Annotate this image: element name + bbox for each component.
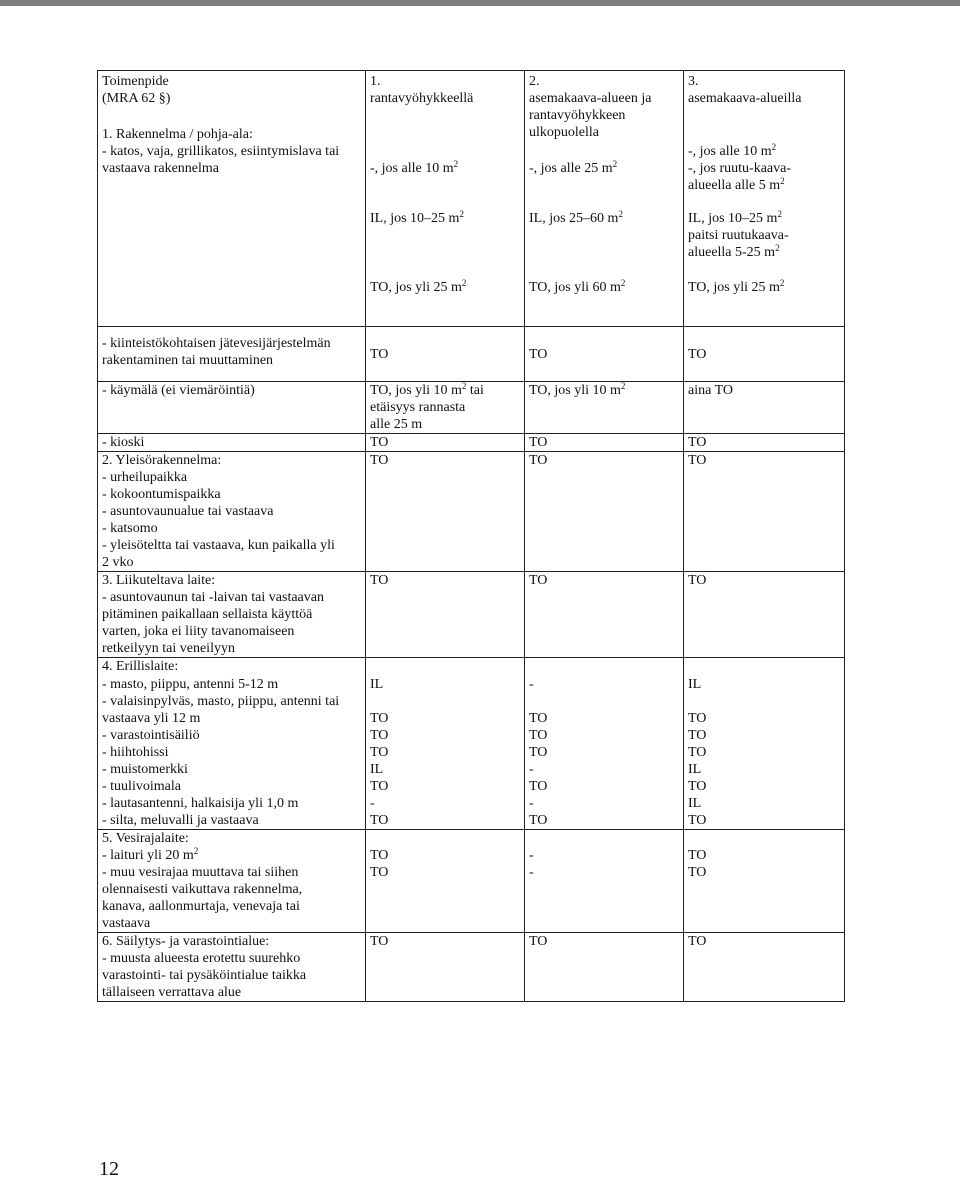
measure-line: - lautasantenni, halkaisija yli 1,0 m	[102, 796, 299, 811]
table-row	[98, 327, 845, 382]
zone3-value: TO	[688, 813, 707, 828]
row-measure-cell	[98, 382, 366, 434]
measure-line: - hiihtohissi	[102, 745, 169, 760]
measure-line: 2. Yleisörakennelma:	[102, 453, 222, 468]
zone3-rule-a1: -, jos alle 10 $m^2$	[688, 142, 777, 159]
zone1-value: TO	[370, 435, 389, 450]
row-zone3-cell	[684, 572, 845, 658]
zone3-value: TO	[688, 848, 707, 863]
zone1-value: TO	[370, 745, 389, 760]
row-zone1-cell	[366, 452, 525, 572]
row-measure-cell	[98, 658, 366, 830]
zone1-rule-a: -, jos alle 10 $m^2$	[370, 159, 459, 176]
zone2-value: TO	[529, 573, 548, 588]
measure-line: - varastointisäiliö	[102, 728, 200, 743]
zone2-number: 2.	[529, 74, 540, 89]
zone3-value: TO	[688, 435, 707, 450]
table-row	[98, 933, 845, 1002]
measure-line: - valaisinpylväs, masto, piippu, antenni tai	[102, 694, 340, 709]
row-zone1-cell	[366, 434, 525, 452]
zone3-value: TO	[688, 573, 707, 588]
zone3-rule-c: TO, jos yli 25 $m^2$	[688, 278, 785, 295]
row-zone2-cell	[525, 658, 684, 830]
zone3-value: IL	[688, 762, 702, 777]
row-zone3-cell	[684, 452, 845, 572]
zone3-value: TO	[688, 346, 707, 362]
row-measure-cell	[98, 434, 366, 452]
zone1-value: TO	[370, 573, 389, 588]
header-cell-zone2	[525, 71, 684, 327]
zone2-rule-b: IL, jos 25–60 $m^2$	[529, 209, 623, 226]
permit-table	[97, 70, 845, 1002]
row-zone3-cell	[684, 327, 845, 382]
zone3-rule-b3: alueella 5-25 $m^2$	[688, 243, 780, 260]
zone2-rule-c: TO, jos yli 60 $m^2$	[529, 278, 626, 295]
row-measure-cell	[98, 327, 366, 382]
zone2-value: TO	[529, 435, 548, 450]
zone1-value: TO	[370, 453, 389, 468]
zone2-label-line3: ulkopuolella	[529, 125, 599, 140]
zone3-number: 3.	[688, 74, 699, 89]
measure-line: - kokoontumispaikka	[102, 487, 221, 502]
table-row	[98, 434, 845, 452]
zone2-value: TO	[529, 728, 548, 743]
row-zone1-cell	[366, 382, 525, 434]
measure-line: varastointi- tai pysäköintialue taikka	[102, 968, 307, 983]
zone3-value: TO	[688, 711, 707, 726]
row-zone1-cell	[366, 933, 525, 1002]
zone1-label: rantavyöhykkeellä	[370, 91, 474, 106]
zone3-value	[688, 658, 840, 675]
zone2-value	[529, 658, 679, 675]
measure-line: 4. Erillislaite:	[102, 659, 179, 674]
measure-line: - muistomerkki	[102, 762, 188, 777]
table-row	[98, 830, 845, 933]
zone1-value	[370, 830, 520, 847]
zone2-value: TO	[529, 711, 548, 726]
zone1-value: TO	[370, 346, 389, 362]
zone2-label-line1: asemakaava-alueen ja	[529, 91, 652, 106]
row-zone3-cell	[684, 933, 845, 1002]
row-zone1-cell	[366, 327, 525, 382]
measure-line: - käymälä (ei viemäröintiä)	[102, 383, 255, 398]
measure-line: 3. Liikuteltava laite:	[102, 573, 216, 588]
table-row	[98, 658, 845, 830]
table-row	[98, 382, 845, 434]
row-zone3-cell	[684, 830, 845, 933]
measure-line: vastaava	[102, 916, 151, 931]
row-zone2-cell	[525, 434, 684, 452]
zone3-label: asemakaava-alueilla	[688, 91, 802, 106]
table-row	[98, 452, 845, 572]
measure-line: retkeilyyn tai veneilyyn	[102, 641, 235, 656]
measure-line: - tuulivoimala	[102, 779, 181, 794]
row-measure-cell	[98, 572, 366, 658]
measure-line: - laituri yli 20 $m^2$	[102, 846, 199, 863]
page-number: 12	[99, 1158, 119, 1180]
measure-line: 2 vko	[102, 555, 134, 570]
zone2-value: TO, jos yli 10 $m^2$	[529, 381, 626, 398]
zone1-value: TO	[370, 711, 389, 726]
table-header-row	[98, 71, 845, 327]
measure-line: - yleisöteltta tai vastaava, kun paikalla yli	[102, 538, 335, 553]
measure-line: 6. Säilytys- ja varastointialue:	[102, 934, 270, 949]
row-zone1-cell	[366, 658, 525, 830]
zone3-value: TO	[688, 779, 707, 794]
row-zone2-cell	[525, 572, 684, 658]
zone1-value: TO	[370, 779, 389, 794]
zone1-value: -	[370, 796, 375, 811]
zone2-value: -	[529, 848, 534, 863]
row-zone3-cell	[684, 434, 845, 452]
zone3-value: aina TO	[688, 383, 733, 398]
zone3-rule-b1: IL, jos 10–25 $m^2$	[688, 209, 782, 226]
zone1-value: IL	[370, 677, 384, 692]
measure-line: tällaiseen verrattava alue	[102, 985, 242, 1000]
row-measure-cell	[98, 830, 366, 933]
row-zone2-cell	[525, 452, 684, 572]
zone2-rule-a: -, jos alle 25 $m^2$	[529, 159, 618, 176]
row-zone2-cell	[525, 382, 684, 434]
measure-line: - masto, piippu, antenni 5-12 m	[102, 677, 279, 692]
zone2-value: TO	[529, 779, 548, 794]
row-measure-cell	[98, 452, 366, 572]
zone3-value: IL	[688, 796, 702, 811]
measure-line: vastaava yli 12 m	[102, 711, 201, 726]
header-cell-measure	[98, 71, 366, 327]
row-zone2-cell	[525, 830, 684, 933]
measure-line: - kiinteistökohtaisen jätevesijärjestelmän	[102, 336, 331, 351]
zone2-value	[529, 830, 679, 847]
row-zone1-cell	[366, 572, 525, 658]
zone2-value: -	[529, 762, 534, 777]
row-zone3-cell	[684, 382, 845, 434]
zone1-value: TO	[370, 848, 389, 863]
zone1-value-line3: alle 25 m	[370, 417, 423, 432]
zone3-value: IL	[688, 677, 702, 692]
zone1-value: TO	[370, 934, 389, 949]
zone1-value: TO	[370, 865, 389, 880]
measure-line: varten, joka ei liity tavanomaiseen	[102, 624, 295, 639]
zone3-value: TO	[688, 865, 707, 880]
zone2-value: TO	[529, 813, 548, 828]
row-measure-cell	[98, 933, 366, 1002]
zone1-number: 1.	[370, 74, 381, 89]
zone3-value: TO	[688, 728, 707, 743]
zone2-value: TO	[529, 453, 548, 468]
zone3-rule-a3: alueella alle 5 $m^2$	[688, 176, 785, 193]
zone2-value	[529, 693, 679, 710]
row1-desc-line1: - katos, vaja, grillikatos, esiintymislava tai	[102, 144, 340, 159]
measure-line: kanava, aallonmurtaja, venevaja tai	[102, 899, 300, 914]
row-zone3-cell	[684, 658, 845, 830]
measure-line: 5. Vesirajalaite:	[102, 831, 189, 846]
zone1-rule-c: TO, jos yli 25 $m^2$	[370, 278, 467, 295]
zone1-value-line2: etäisyys rannasta	[370, 400, 466, 415]
row-zone2-cell	[525, 327, 684, 382]
measure-line: olennaisesti vaikuttava rakennelma,	[102, 882, 303, 897]
zone2-value: -	[529, 865, 534, 880]
measure-line: - urheilupaikka	[102, 470, 188, 485]
zone3-rule-b2: paitsi ruutukaava-	[688, 228, 789, 243]
measure-line: - muu vesirajaa muuttava tai siihen	[102, 865, 299, 880]
zone1-value: IL	[370, 762, 384, 777]
zone3-value	[688, 830, 840, 847]
measure-line: - asuntovaunun tai -laivan tai vastaavan	[102, 590, 324, 605]
measure-line: - kioski	[102, 435, 145, 450]
zone3-value	[688, 693, 840, 710]
measure-line: pitäminen paikallaan sellaista käyttöä	[102, 607, 313, 622]
header-cell-zone3	[684, 71, 845, 327]
header-measure-ref: (MRA 62 §)	[102, 91, 171, 106]
zone1-rule-b: IL, jos 10–25 $m^2$	[370, 209, 464, 226]
measure-line: - silta, meluvalli ja vastaava	[102, 813, 259, 828]
zone1-value-line1: TO, jos yli 10 $m^2$ tai	[370, 381, 484, 398]
measure-line: - asuntovaunualue tai vastaava	[102, 504, 274, 519]
row1-desc-line2: vastaava rakennelma	[102, 161, 219, 176]
header-cell-zone1	[366, 71, 525, 327]
zone1-value: TO	[370, 813, 389, 828]
zone2-value: TO	[529, 934, 548, 949]
zone2-value: TO	[529, 346, 548, 362]
header-measure-label: Toimenpide	[102, 74, 169, 89]
zone2-value: TO	[529, 745, 548, 760]
zone2-label-line2: rantavyöhykkeen	[529, 108, 626, 123]
measure-line: rakentaminen tai muuttaminen	[102, 353, 274, 368]
measure-line: - muusta alueesta erotettu suurehko	[102, 951, 301, 966]
zone2-value: -	[529, 796, 534, 811]
zone3-value: TO	[688, 745, 707, 760]
zone1-value: TO	[370, 728, 389, 743]
table-row	[98, 572, 845, 658]
zone2-value: -	[529, 677, 534, 692]
zone3-value: TO	[688, 453, 707, 468]
zone1-value	[370, 693, 520, 710]
row1-title: 1. Rakennelma / pohja-ala:	[102, 127, 253, 142]
zone3-value: TO	[688, 934, 707, 949]
top-border-bar	[0, 0, 960, 6]
measure-line: - katsomo	[102, 521, 158, 536]
zone1-value	[370, 658, 520, 675]
zone3-rule-a2: -, jos ruutu-kaava-	[688, 161, 792, 176]
row-zone2-cell	[525, 933, 684, 1002]
row-zone1-cell	[366, 830, 525, 933]
